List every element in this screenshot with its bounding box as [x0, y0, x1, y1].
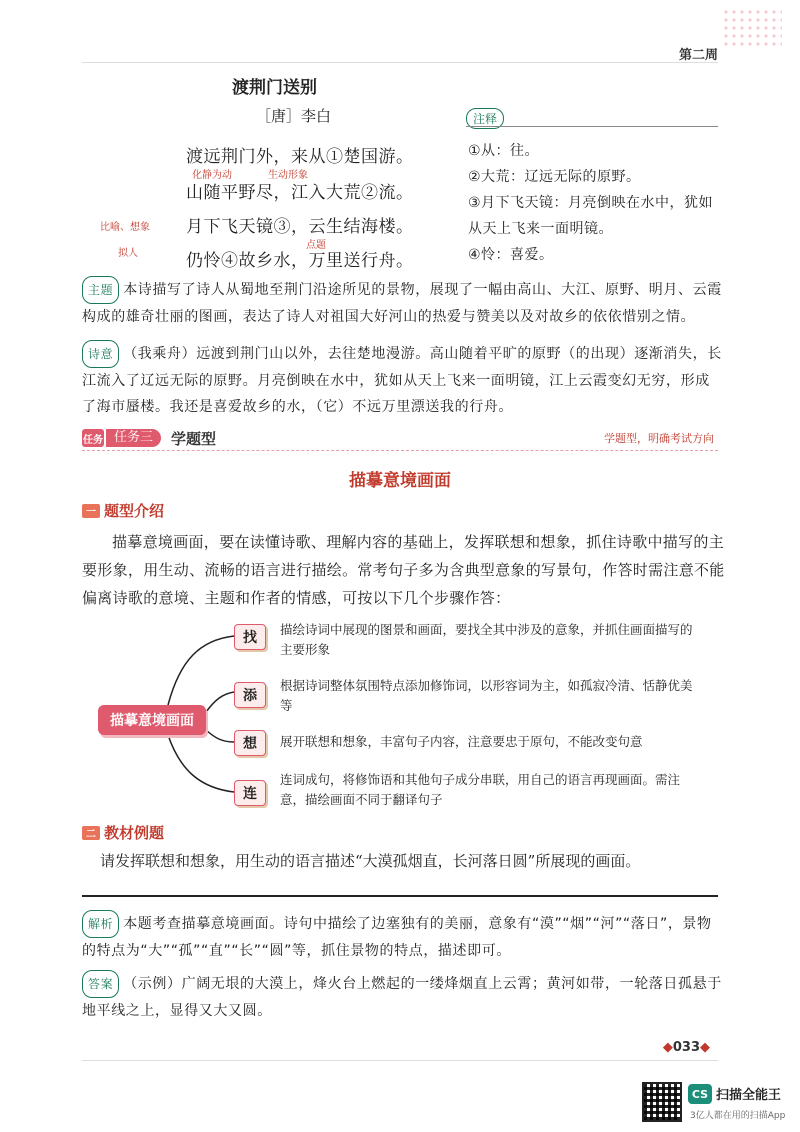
step-add-key: 添 — [234, 682, 266, 708]
answer-text: （示例）广阔无垠的大漠上，烽火台上燃起的一缕烽烟直上云霄；黄河如带，一轮落日孤悬于地平线之上，显得又大又圆。 — [82, 976, 722, 1019]
page-number: ◆033◆ — [662, 1040, 710, 1055]
camscanner-name: 扫描全能王 — [716, 1088, 782, 1103]
task-label: 任务三 — [106, 429, 161, 447]
qr-code-icon — [642, 1082, 682, 1122]
note-3: ③月下飞天镜：月亮倒映在水中，犹如 — [468, 195, 714, 211]
section-title: 描摹意境画面 — [349, 471, 451, 491]
heading-icon: 二 — [82, 826, 100, 840]
notes-tag: 注释 — [466, 108, 504, 129]
intro-heading-text: 题型介绍 — [104, 502, 165, 520]
week-label: 第二周 — [678, 48, 718, 63]
camscanner-slogan: 3亿人都在用的扫描App — [690, 1111, 786, 1121]
heading-icon: 一 — [82, 504, 100, 518]
note-4: ④怜：喜爱。 — [468, 247, 554, 263]
task-title: 学题型 — [171, 429, 217, 448]
analysis-text: 本题考查描摹意境画面。诗句中描绘了边塞独有的美丽，意象有“漠”“烟”“河”“落日”，景物的特点为“大”“孤”“直”“长”“圆”等，抓住景物的特点，描述即可。 — [82, 916, 712, 959]
step-add-text: 根据诗词整体氛围特点添加修饰词，以形容词为主，如孤寂冷清、恬静优美等 — [280, 678, 693, 713]
camscanner-logo: CS — [688, 1084, 712, 1104]
step-imagine-key: 想 — [234, 730, 266, 756]
example-question: 请发挥联想和想象，用生动的语言描述“大漠孤烟直，长河落日圆”所展现的画面。 — [100, 852, 641, 870]
answer-paragraph — [82, 970, 722, 1024]
poem-line-4: 仍怜④故乡水，万里送行舟。 — [186, 251, 414, 271]
step-connect-text: 连词成句，将修饰语和其他句子成分串联，用自己的语言再现画面。需注意，描绘画面不同于翻译句子 — [280, 772, 681, 807]
meaning-tag: 诗意 — [82, 340, 119, 368]
task-handwritten-note: 学题型，明确考试方向 — [604, 432, 714, 445]
poem-line-1: 渡远荆门外，来从①楚国游。 — [186, 147, 414, 167]
annotation-dynamic: 化静为动 — [192, 170, 232, 181]
theme-text: 本诗描写了诗人从蜀地至荆门沿途所见的景物，展现了一幅由高山、大江、原野、明月、云霞构成的雄奇壮丽的图画，表达了诗人对祖国大好河山的热爱与赞美以及对故乡的依依惜别之情。 — [82, 282, 722, 325]
poem-title: 渡荆门送别 — [232, 78, 317, 98]
poem-author: ［唐］李白 — [256, 107, 332, 125]
answer-line — [82, 895, 718, 897]
note-2: ②大荒：辽远无际的原野。 — [468, 169, 641, 185]
analysis-paragraph — [82, 910, 722, 964]
poem-line-2: 山随平野尽，江入大荒②流。 — [186, 183, 414, 203]
example-heading — [82, 822, 164, 843]
mindmap-root: 描摹意境画面 — [98, 705, 206, 735]
annotation-personification: 拟人 — [118, 248, 138, 259]
intro-text: 描摹意境画面，要在读懂诗歌、理解内容的基础上，发挥联想和想象，抓住诗歌中描写的主要形象，用生动、流畅的语言进行描绘。常考句子多为含典型意象的写景句，作答时需注意不能偏离诗歌的意境、主题和作者的情感，可按以下几个步骤作答： — [82, 533, 725, 607]
theme-tag: 主题 — [82, 276, 119, 304]
step-imagine-text: 展开联想和想象，丰富句子内容，注意要忠于原句，不能改变句意 — [280, 734, 643, 749]
annotation-theme-point: 点题 — [306, 240, 326, 251]
task-icon: 任务 — [82, 429, 104, 447]
note-3b: 从天上飞来一面明镜。 — [468, 221, 613, 237]
step-find-text: 描绘诗词中展现的图景和画面，要找全其中涉及的意象，并抓住画面描写的主要形象 — [280, 622, 693, 657]
annotation-vivid: 生动形象 — [268, 170, 308, 181]
step-connect-key: 连 — [234, 780, 266, 806]
meaning-text: （我乘舟）远渡到荆门山以外，去往楚地漫游。高山随着平旷的原野（的出现）逐渐消失，长江流入了辽远无际的原野。月亮倒映在水中，犹如从天上飞来一面明镜，江上云霞变幻无穷，形成了海市蜃楼。我还是喜爱故乡的水，（它）不远万里漂送我的行舟。 — [82, 346, 722, 415]
example-heading-text: 教材例题 — [104, 824, 165, 842]
analysis-tag: 解析 — [82, 910, 119, 938]
poem-line-3: 月下飞天镜③，云生结海楼。 — [186, 217, 414, 237]
answer-tag: 答案 — [82, 970, 119, 998]
note-1: ①从：往。 — [468, 143, 540, 159]
step-find-key: 找 — [234, 624, 266, 650]
annotation-metaphor: 比喻、想象 — [100, 222, 150, 233]
footer-divider — [82, 1060, 718, 1061]
page-number-value: 033 — [672, 1040, 700, 1055]
